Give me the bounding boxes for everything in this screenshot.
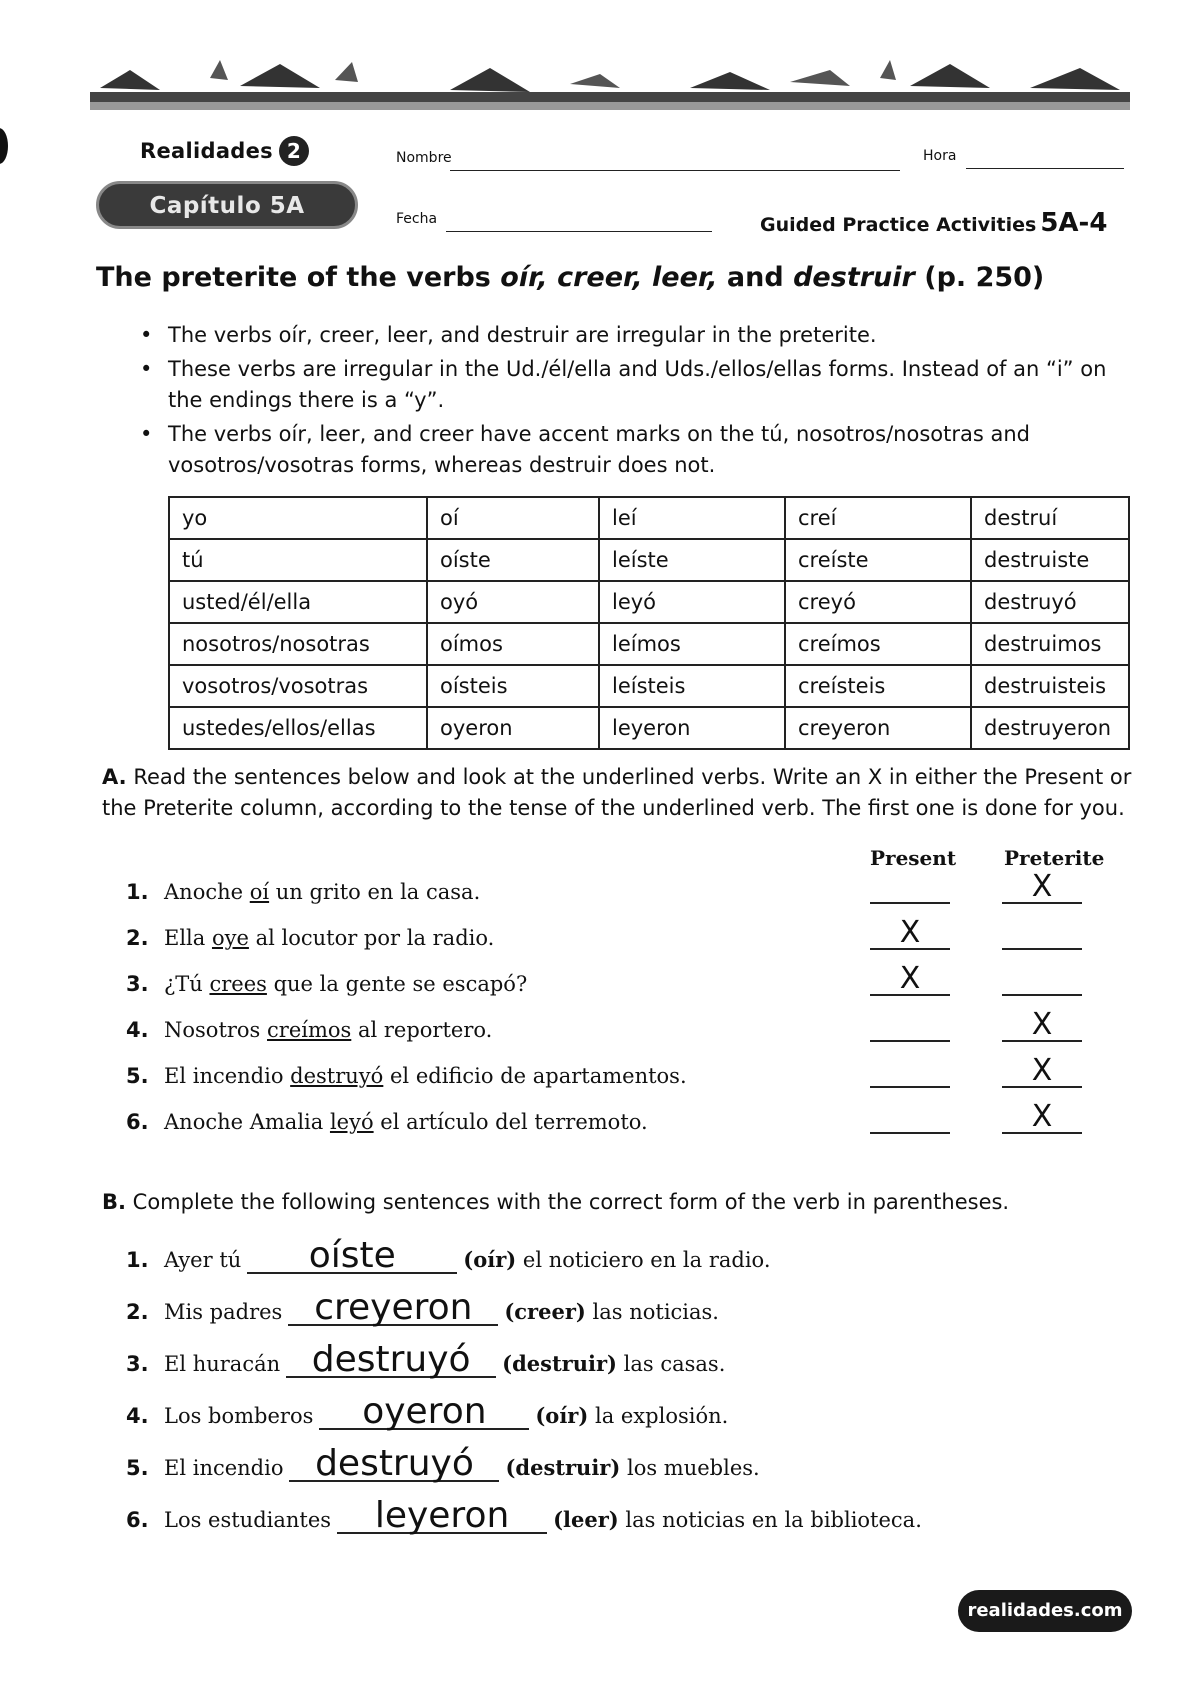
section-b-item: 1. Ayer tú oíste (oír) el noticiero en la radio. — [126, 1235, 771, 1276]
fecha-field[interactable] — [446, 231, 712, 232]
preterite-answer-blank[interactable]: X — [1002, 1106, 1082, 1134]
decorative-banner — [90, 58, 1130, 128]
section-b-item: 6. Los estudiantes leyeron (leer) las noticias en la biblioteca. — [126, 1495, 922, 1536]
verb-form-cell: leyó — [599, 581, 785, 623]
section-a-item: 5. El incendio destruyó el edificio de apartamentos. — [126, 1064, 687, 1088]
nombre-field[interactable] — [450, 170, 900, 171]
verb-form-cell: creísteis — [785, 665, 971, 707]
table-row — [169, 623, 1129, 665]
verb-hint: (oír) — [535, 1403, 589, 1428]
verb-form-cell: leí — [599, 497, 785, 539]
section-a-item: 1. Anoche oí un grito en la casa. — [126, 880, 481, 904]
answer-blank[interactable]: creyeron — [288, 1292, 498, 1326]
verb-form-cell: destruyó — [971, 581, 1129, 623]
verb-form-cell: creyeron — [785, 707, 971, 749]
nombre-label: Nombre — [396, 150, 452, 166]
fecha-label: Fecha — [396, 211, 438, 227]
present-answer-blank[interactable] — [870, 1060, 950, 1088]
activity-label: Guided Practice Activities 5A-4 — [760, 208, 1108, 238]
verb-form-cell: oyó — [427, 581, 599, 623]
verb-form-cell: creíste — [785, 539, 971, 581]
realidades-logo[interactable]: realidades.com ✓ — [958, 1590, 1132, 1632]
present-answer-blank[interactable]: X — [870, 968, 950, 996]
preterite-answer-blank[interactable]: X — [1002, 1060, 1082, 1088]
verb-form-cell: destruisteis — [971, 665, 1129, 707]
section-b-item: 5. El incendio destruyó (destruir) los muebles. — [126, 1443, 760, 1484]
answer-blank[interactable]: oyeron — [319, 1396, 529, 1430]
verb-form-cell: leímos — [599, 623, 785, 665]
verb-form-cell: destruí — [971, 497, 1129, 539]
verb-form-cell: destruimos — [971, 623, 1129, 665]
rule-item: • The verbs oír, creer, leer, and destruir are irregular in the preterite. — [134, 320, 1114, 351]
verb-form-cell: leíste — [599, 539, 785, 581]
check-icon: ✓ — [1037, 1642, 1053, 1663]
rules-list — [134, 320, 1114, 484]
verb-form-cell: destruyeron — [971, 707, 1129, 749]
page-title: The preterite of the verbs oír, creer, leer, and destruir (p. 250) — [96, 262, 1045, 293]
pronoun-cell: nosotros/nosotras — [169, 623, 427, 665]
section-b-instructions: B. Complete the following sentences with the correct form of the verb in parentheses. — [102, 1190, 1010, 1214]
verb-hint: (leer) — [553, 1507, 619, 1532]
preterite-answer-blank[interactable] — [1002, 968, 1082, 996]
section-a-item: 3. ¿Tú crees que la gente se escapó? — [126, 972, 528, 996]
level-badge: 2 — [279, 136, 309, 166]
answer-blank[interactable]: leyeron — [337, 1500, 547, 1534]
underlined-verb: destruyó — [290, 1064, 384, 1088]
verb-form-cell: oíste — [427, 539, 599, 581]
verb-hint: (oír) — [463, 1247, 517, 1272]
section-a-item: 2. Ella oye al locutor por la radio. — [126, 926, 495, 950]
rule-item: • The verbs oír, leer, and creer have accent marks on the tú, nosotros/nosotras and vosotros/vosotras forms, whereas destruir does not. — [134, 419, 1114, 481]
section-b-item: 2. Mis padres creyeron (creer) las noticias. — [126, 1287, 719, 1328]
underlined-verb: leyó — [329, 1110, 374, 1134]
verb-hint: (creer) — [504, 1299, 586, 1324]
verb-hint: (destruir) — [502, 1351, 617, 1376]
section-a-instructions: A. Read the sentences below and look at the underlined verbs. Write an X in either the Present or the Preterite column, according to the tense of the underlined verb. The first one is done for you. — [102, 765, 1132, 820]
answer-blank[interactable]: destruyó — [286, 1344, 496, 1378]
table-row — [169, 497, 1129, 539]
binder-hole — [0, 128, 8, 164]
verb-form-cell: leyeron — [599, 707, 785, 749]
pronoun-cell: vosotros/vosotras — [169, 665, 427, 707]
preterite-answer-blank[interactable]: X — [1002, 1014, 1082, 1042]
verb-form-cell: destruiste — [971, 539, 1129, 581]
table-row — [169, 707, 1129, 749]
present-column-header: Present — [870, 846, 957, 870]
pronoun-cell: usted/él/ella — [169, 581, 427, 623]
answer-blank[interactable]: oíste — [247, 1240, 457, 1274]
verb-form-cell: creí — [785, 497, 971, 539]
section-b-item: 4. Los bomberos oyeron (oír) la explosión. — [126, 1391, 729, 1432]
hora-label: Hora — [923, 148, 957, 164]
verb-form-cell: oí — [427, 497, 599, 539]
verb-form-cell: creyó — [785, 581, 971, 623]
table-row — [169, 581, 1129, 623]
section-b-item: 3. El huracán destruyó (destruir) las casas. — [126, 1339, 726, 1380]
present-answer-blank[interactable]: X — [870, 922, 950, 950]
series-label: Realidades 2 — [140, 136, 309, 166]
activity-code: 5A-4 — [1040, 208, 1108, 238]
present-answer-blank[interactable] — [870, 876, 950, 904]
hora-field[interactable] — [966, 168, 1124, 169]
preterite-answer-blank[interactable] — [1002, 922, 1082, 950]
preterite-column-header: Preterite — [1004, 846, 1105, 870]
conjugation-table — [168, 496, 1130, 750]
pronoun-cell: ustedes/ellos/ellas — [169, 707, 427, 749]
verb-form-cell: leísteis — [599, 665, 785, 707]
chapter-badge: Capítulo 5A — [96, 181, 358, 229]
table-row — [169, 665, 1129, 707]
verb-hint: (destruir) — [505, 1455, 621, 1480]
preterite-answer-blank[interactable]: X — [1002, 876, 1082, 904]
verb-form-cell: creímos — [785, 623, 971, 665]
underlined-verb: oí — [249, 880, 270, 904]
present-answer-blank[interactable] — [870, 1014, 950, 1042]
verb-form-cell: oímos — [427, 623, 599, 665]
pronoun-cell: tú — [169, 539, 427, 581]
answer-blank[interactable]: destruyó — [289, 1448, 499, 1482]
pronoun-cell: yo — [169, 497, 427, 539]
section-a-item: 4. Nosotros creímos al reportero. — [126, 1018, 493, 1042]
table-row — [169, 539, 1129, 581]
present-answer-blank[interactable] — [870, 1106, 950, 1134]
rule-item: • These verbs are irregular in the Ud./él/ella and Uds./ellos/ellas forms. Instead of an “i” on the endings there is a “y”. — [134, 354, 1114, 416]
underlined-verb: creímos — [267, 1018, 352, 1042]
section-a-item: 6. Anoche Amalia leyó el artículo del terremoto. — [126, 1110, 648, 1134]
underlined-verb: oye — [211, 926, 249, 950]
verb-form-cell: oyeron — [427, 707, 599, 749]
underlined-verb: crees — [209, 972, 267, 996]
verb-form-cell: oísteis — [427, 665, 599, 707]
